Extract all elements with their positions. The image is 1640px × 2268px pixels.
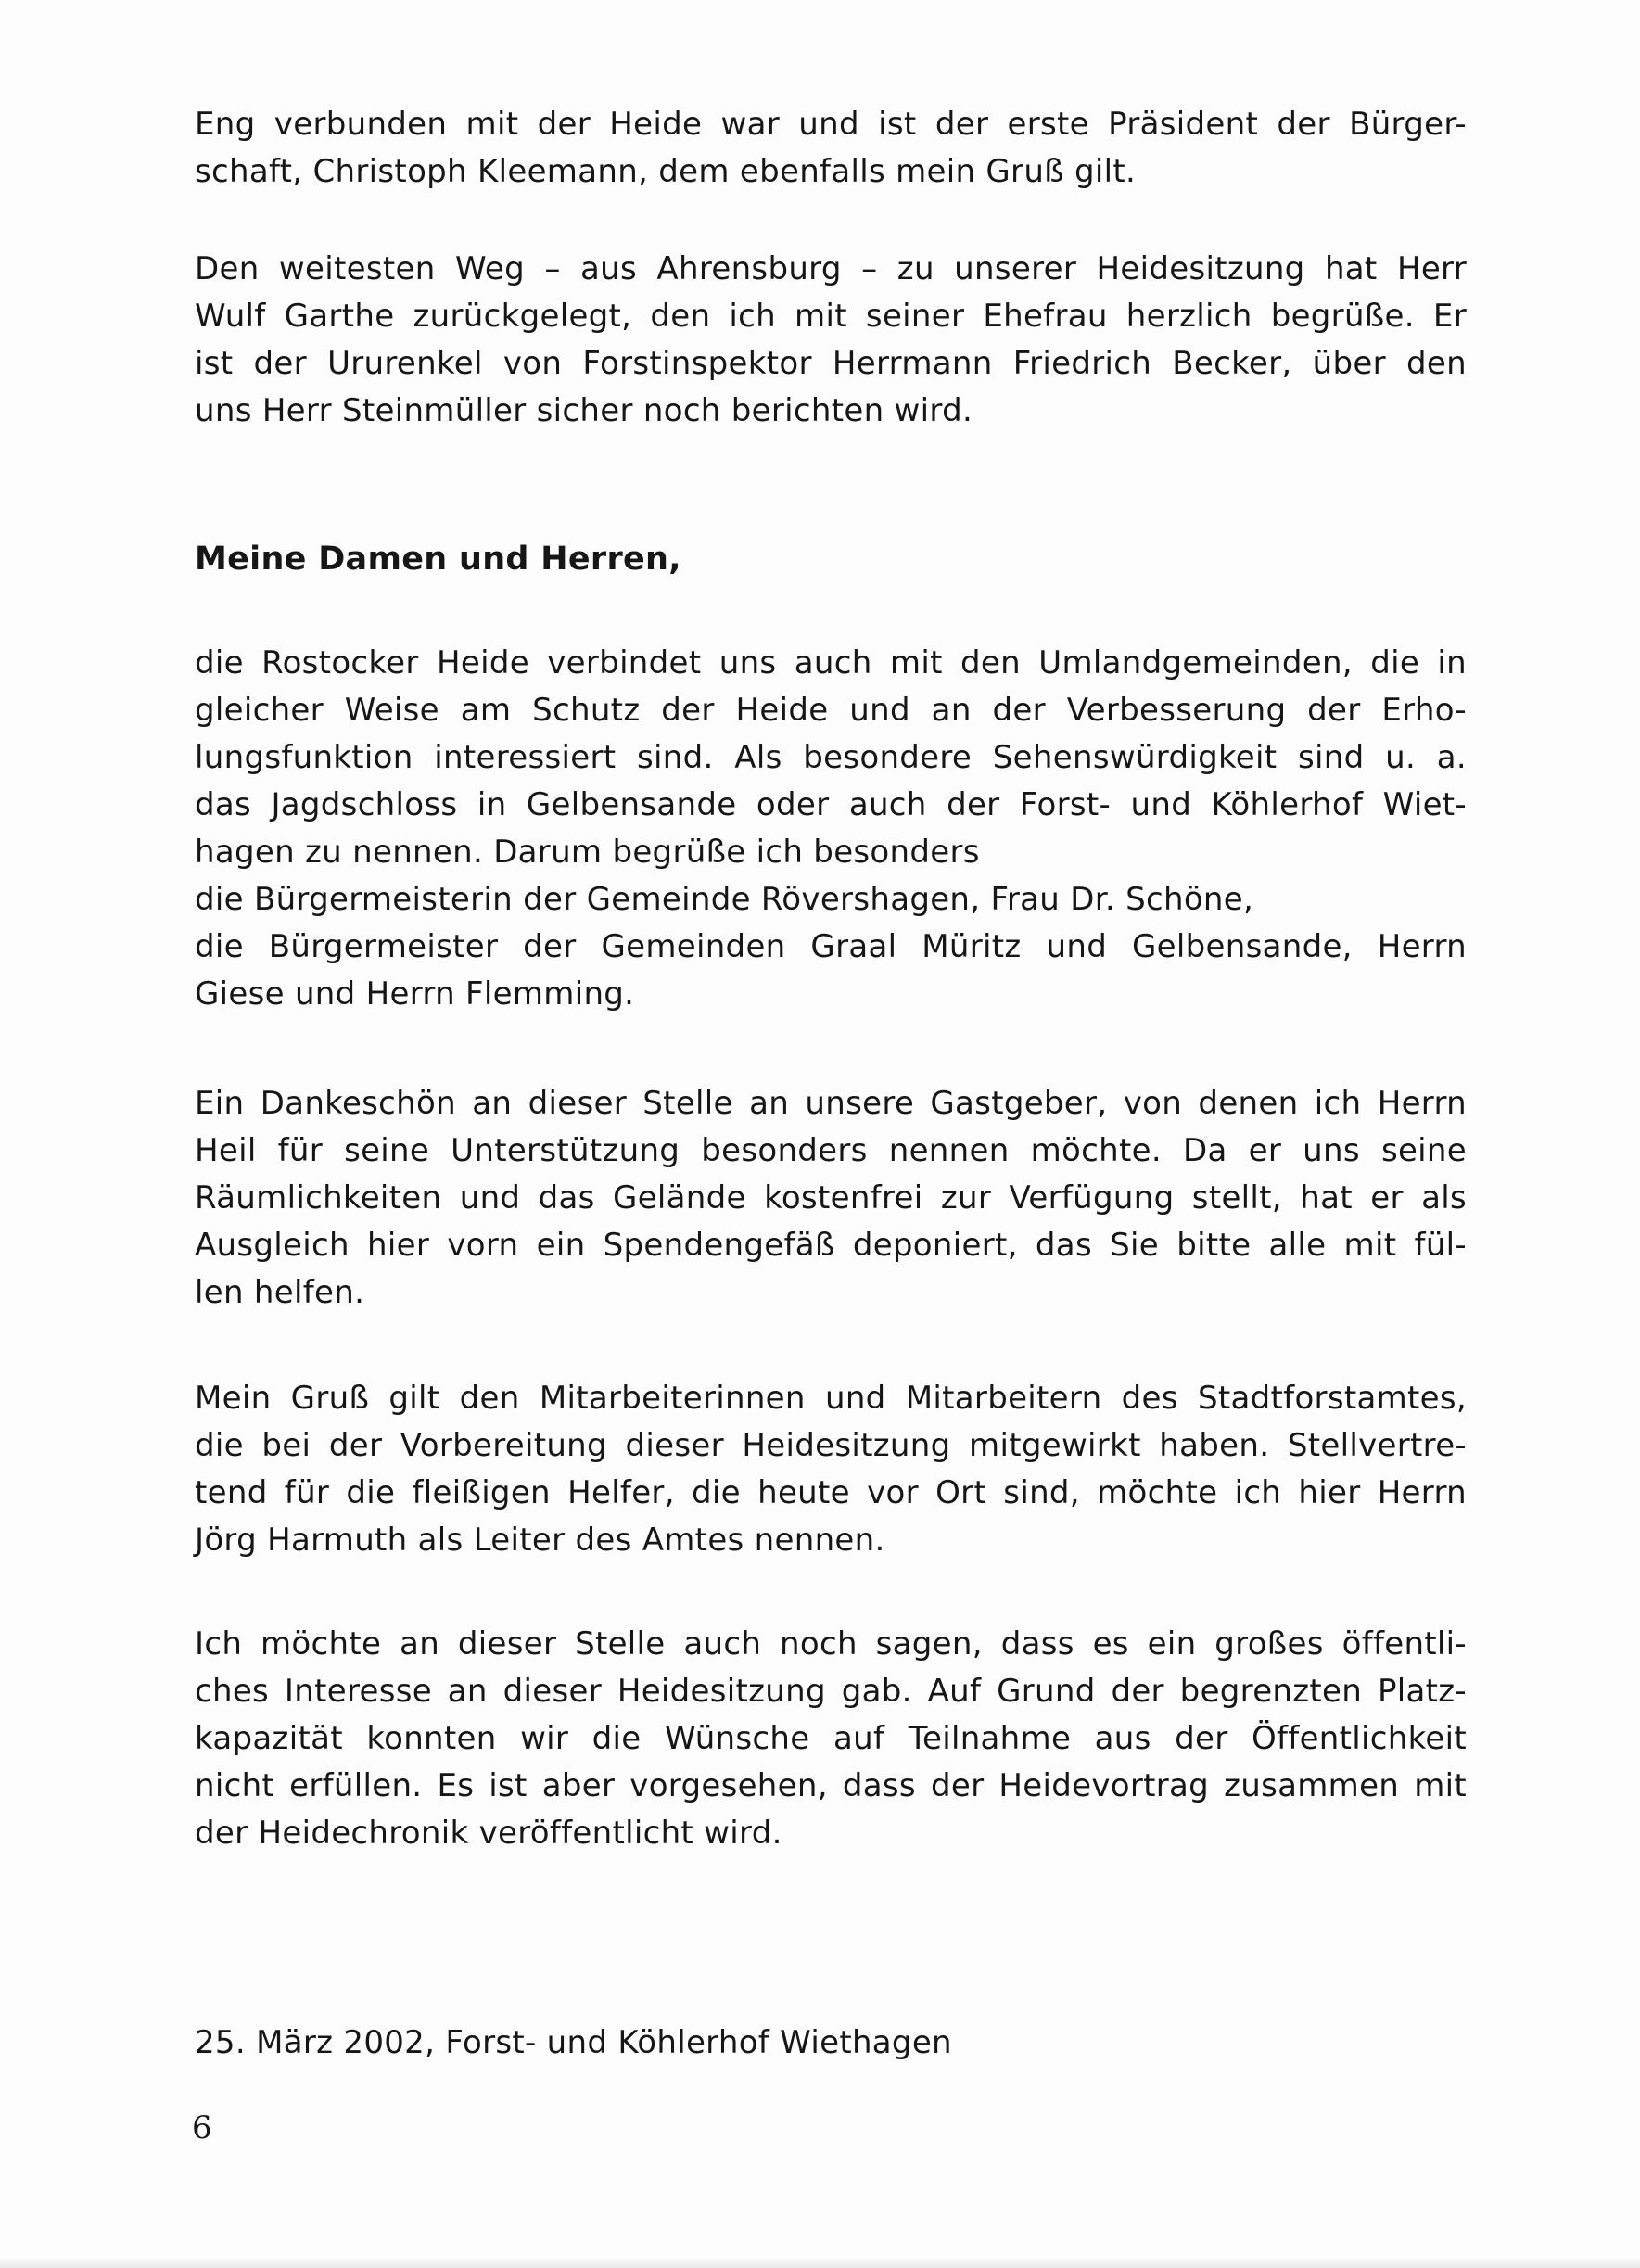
scan-edge bbox=[0, 2255, 1640, 2268]
paragraph-5 bbox=[195, 1375, 1467, 1564]
paragraph-line: schaft, Christoph Kleemann, dem ebenfalls mein Gruß gilt. bbox=[195, 153, 1137, 190]
paragraph-line: Heil für seine Unterstützung besonders nennen möchte. Da er uns seine bbox=[195, 1132, 1467, 1169]
paragraph-line: Eng verbunden mit der Heide war und ist der erste Präsident der Bürger- bbox=[195, 106, 1467, 143]
paragraph-line: ches Interesse an dieser Heidesitzung gab. Auf Grund der begrenzten Platz- bbox=[195, 1673, 1467, 1710]
section-heading: Meine Damen und Herren, bbox=[195, 541, 681, 578]
paragraph-line: len helfen. bbox=[195, 1274, 365, 1311]
paragraph-line: lungsfunktion interessiert sind. Als besondere Sehenswürdigkeit sind u. a. bbox=[195, 739, 1467, 776]
paragraph-line: Mein Gruß gilt den Mitarbeiterinnen und Mitarbeitern des Stadtforstamtes, bbox=[195, 1380, 1467, 1417]
paragraph-line: gleicher Weise am Schutz der Heide und an der Verbesserung der Erho- bbox=[195, 692, 1467, 729]
paragraph-line: ist der Ururenkel von Forstinspektor Herrmann Friedrich Becker, über den bbox=[195, 345, 1467, 382]
paragraph-1 bbox=[195, 101, 1467, 196]
paragraph-line: der Heidechronik veröffentlicht wird. bbox=[195, 1815, 782, 1852]
paragraph-2 bbox=[195, 246, 1467, 435]
paragraph-line: Jörg Harmuth als Leiter des Amtes nennen. bbox=[195, 1522, 885, 1559]
paragraph-line: die Rostocker Heide verbindet uns auch mit den Umlandgemeinden, die in bbox=[195, 644, 1467, 682]
paragraph-line: Räumlichkeiten und das Gelände kostenfrei zur Verfügung stellt, hat er als bbox=[195, 1179, 1467, 1217]
paragraph-line: hagen zu nennen. Darum begrüße ich besonders bbox=[195, 834, 980, 871]
paragraph-line: Den weitesten Weg – aus Ahrensburg – zu unserer Heidesitzung hat Herr bbox=[195, 250, 1467, 287]
paragraph-line: nicht erfüllen. Es ist aber vorgesehen, dass der Heidevortrag zusammen mit bbox=[195, 1767, 1467, 1804]
paragraph-6 bbox=[195, 1621, 1467, 1857]
dateline: 25. März 2002, Forst- und Köhlerhof Wiethagen bbox=[195, 2024, 952, 2061]
paragraph-3 bbox=[195, 640, 1467, 1018]
paragraph-line: die Bürgermeister der Gemeinden Graal Müritz und Gelbensande, Herrn bbox=[195, 928, 1467, 965]
paragraph-line: uns Herr Steinmüller sicher noch berichten wird. bbox=[195, 392, 973, 429]
paragraph-line: Giese und Herrn Flemming. bbox=[195, 975, 635, 1013]
paragraph-line: kapazität konnten wir die Wünsche auf Teilnahme aus der Öffentlichkeit bbox=[195, 1720, 1467, 1757]
paragraph-line: das Jagdschloss in Gelbensande oder auch der Forst- und Köhlerhof Wiet- bbox=[195, 786, 1467, 823]
page-number: 6 bbox=[192, 2109, 212, 2147]
paragraph-line: tend für die fleißigen Helfer, die heute vor Ort sind, möchte ich hier Herrn bbox=[195, 1474, 1467, 1511]
paragraph-line: die bei der Vorbereitung dieser Heidesitzung mitgewirkt haben. Stellvertre- bbox=[195, 1427, 1467, 1464]
paragraph-4 bbox=[195, 1080, 1467, 1317]
paragraph-line: Wulf Garthe zurückgelegt, den ich mit seiner Ehefrau herzlich begrüße. Er bbox=[195, 298, 1467, 335]
paragraph-line: Ein Dankeschön an dieser Stelle an unsere Gastgeber, von denen ich Herrn bbox=[195, 1085, 1467, 1122]
paragraph-line: die Bürgermeisterin der Gemeinde Rövershagen, Frau Dr. Schöne, bbox=[195, 881, 1254, 918]
paragraph-line: Ich möchte an dieser Stelle auch noch sagen, dass es ein großes öffentli- bbox=[195, 1625, 1467, 1663]
paragraph-line: Ausgleich hier vorn ein Spendengefäß deponiert, das Sie bitte alle mit fül- bbox=[195, 1227, 1467, 1264]
